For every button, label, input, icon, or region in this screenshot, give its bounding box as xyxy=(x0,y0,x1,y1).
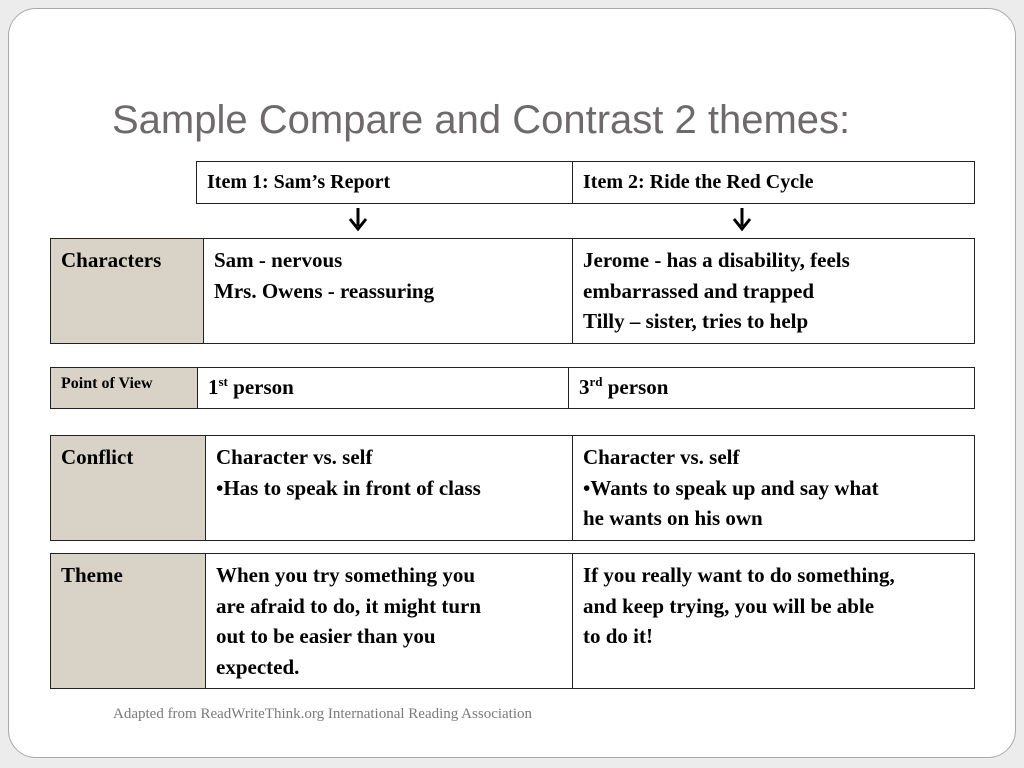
cell-line: When you try something you xyxy=(216,563,476,587)
conflict-item2-cell xyxy=(573,436,975,541)
theme-item1-cell xyxy=(206,554,573,689)
row-label-conflict: Conflict xyxy=(51,436,206,541)
cell-line: and keep trying, you will be able xyxy=(583,593,875,618)
table-row xyxy=(51,239,975,344)
cell-line: If you really want to do something, xyxy=(583,563,895,587)
row-label-characters: Characters xyxy=(51,239,204,344)
table-row xyxy=(197,162,975,204)
cell-line: he wants on his own xyxy=(583,506,763,530)
cell-line: Mrs. Owens - reassuring xyxy=(214,278,435,303)
arrow-down-icon xyxy=(731,207,753,232)
pov-ordinal-suffix: st xyxy=(218,374,228,389)
cell-line: to do it! xyxy=(583,624,653,648)
table-row xyxy=(51,554,975,689)
point-of-view-item2-cell xyxy=(569,368,975,409)
cell-line: are afraid to do, it might turn xyxy=(216,593,482,618)
cell-line: embarrassed and trapped xyxy=(583,278,815,303)
conflict-item1-cell xyxy=(206,436,573,541)
row-label-point-of-view: Point of View xyxy=(51,368,198,409)
pov-number: 3 xyxy=(579,375,590,399)
cell-line: Tilly – sister, tries to help xyxy=(583,309,809,333)
row-label-theme: Theme xyxy=(51,554,206,689)
theme-table xyxy=(50,553,975,689)
point-of-view-item1-cell xyxy=(198,368,569,409)
pov-number: 1 xyxy=(208,375,219,399)
cell-line: Sam - nervous xyxy=(214,248,343,272)
cell-line: Jerome - has a disability, feels xyxy=(583,248,850,272)
cell-line: expected. xyxy=(216,654,300,679)
cell-line: •Has to speak in front of class xyxy=(216,475,481,500)
cell-line: Character vs. self xyxy=(583,445,740,469)
characters-item1-cell xyxy=(204,239,573,344)
items-header-table xyxy=(196,161,975,204)
cell-line: out to be easier than you xyxy=(216,624,436,648)
point-of-view-table xyxy=(50,367,975,409)
pov-word: person xyxy=(602,375,669,399)
pov-word: person xyxy=(227,375,294,399)
item1-header: Item 1: Sam’s Report xyxy=(197,162,573,204)
table-row xyxy=(51,436,975,541)
table-row xyxy=(51,368,975,409)
conflict-table xyxy=(50,435,975,541)
pov-ordinal-suffix: rd xyxy=(589,374,603,389)
source-footer: Adapted from ReadWriteThink.org International Reading Association xyxy=(113,706,533,722)
characters-table xyxy=(50,238,975,344)
characters-item2-cell xyxy=(573,239,975,344)
arrow-down-icon xyxy=(347,207,369,232)
cell-line: Character vs. self xyxy=(216,445,373,469)
slide-title: Sample Compare and Contrast 2 themes: xyxy=(112,98,851,142)
cell-line: •Wants to speak up and say what xyxy=(583,475,879,500)
item2-header: Item 2: Ride the Red Cycle xyxy=(573,162,975,204)
theme-item2-cell xyxy=(573,554,975,689)
